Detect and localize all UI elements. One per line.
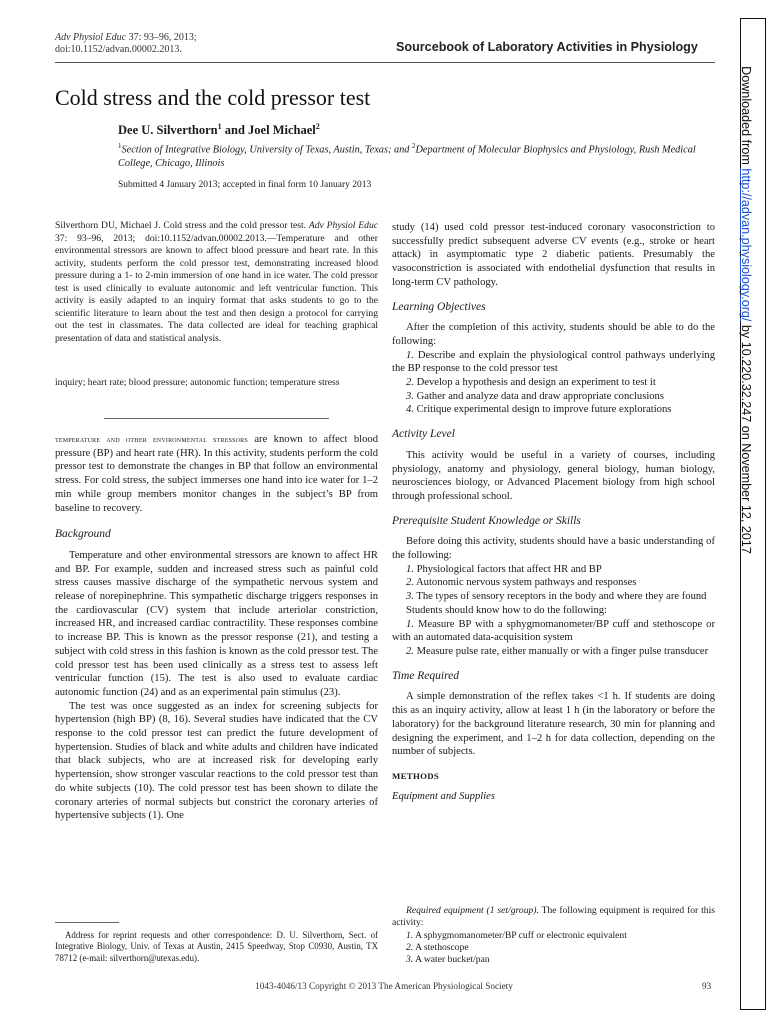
- abstract-authors: Silverthorn DU, Michael J.: [55, 220, 161, 231]
- required-label: Required equipment (1 set/group).: [406, 905, 539, 916]
- time-required-text: A simple demonstration of the reflex takes <1 h. If students are doing this as an inquiry activity, allow at least 1 h (in the laboratory or before the laboratory) for the background literature research, 30 min for planning and designing the experiment, and 1–2 h for data collection, depending on the number of subjects.: [392, 691, 715, 758]
- list-item: 1. Physiological factors that affect HR and BP: [406, 563, 602, 575]
- banner-suffix: by 10.220.32.247 on November 12, 2017: [739, 321, 753, 554]
- affiliations: [118, 139, 716, 171]
- activity-level-text: This activity would be useful in a variety of courses, including physiology, anatomy and physiology, general biology, human biology, neurosciences biology, or Advanced Placement biology from high school through professional school.: [392, 449, 715, 502]
- submission-dates: Submitted 4 January 2013; accepted in final form 10 January 2013: [118, 180, 372, 190]
- required-text: The following equipment is required for this activity:: [392, 905, 715, 929]
- author-1: Dee U. Silverthorn: [118, 123, 218, 138]
- list-item: 2. Develop a hypothesis and design an experiment to test it: [406, 377, 656, 389]
- sourcebook-label: Sourcebook of Laboratory Activities in Physiology: [396, 40, 698, 54]
- article-title: Cold stress and the cold pressor test: [55, 85, 371, 110]
- abstract-body: Temperature and other environmental stressors are known to affect blood pressure and heart rate. In this activity, students perform the cold pressor test, demonstrating increased blood pressure during a 1- to 2-min immersion of one hand in ice water. The cold pressor test is used clinically to evaluate autonomic and left ventricular function. This activity is easily adapted to an inquiry format that asks students to go to the scientific literature to learn about the test and then design a protocol for carrying out the test in classmates. The data collected are ideal for teaching graphical presentation of data and statistical analysis.: [55, 232, 378, 344]
- list-item: 1. A sphygmomanometer/BP cuff or electronic equivalent: [406, 929, 627, 941]
- background-paragraph-2: The test was once suggested as an index for screening subjects for hypertension (high BP) (8, 16). Several studies have indicated that the CV response to the cold pressor test can predict the future development of hypertension. Studies of black and white adults and children have indicated that black subjects, who are at increased risk for developing early hypertension, show stronger vascular reactions to the cold pressor test than do white subjects (10). The cold pressor test has been shown to dilate the coronary arteries of normal subjects but constrict the coronary arteries of hypertensive subjects (1). One: [55, 700, 378, 822]
- download-link[interactable]: http://advan.physiology.org/: [739, 168, 753, 322]
- prerequisite-intro: Before doing this activity, students should have a basic understanding of the following:: [392, 536, 715, 562]
- banner-prefix: Downloaded from: [739, 66, 753, 169]
- intro-lead: temperature and other environmental stressors: [55, 435, 248, 444]
- list-item: 2. Measure pulse rate, either manually or with a finger pulse transducer: [406, 645, 709, 657]
- methods-heading: METHODS: [392, 770, 440, 781]
- time-required-heading: Time Required: [392, 669, 459, 682]
- keywords: inquiry; heart rate; blood pressure; autonomic function; temperature stress: [55, 377, 340, 388]
- abstract: [55, 220, 378, 345]
- equipment-heading: Equipment and Supplies: [392, 790, 495, 802]
- affil-2: Department of Molecular Biophysics and Physiology, Rush Medical College, Chicago, Illinois: [118, 144, 696, 170]
- list-item: 2. Autonomic nervous system pathways and responses: [406, 577, 637, 589]
- learning-objectives-heading: Learning Objectives: [392, 300, 486, 313]
- background-paragraph-1: Temperature and other environmental stressors are known to affect HR and BP. For example, sudden and increased stress such as painful cold stress causes massive discharge of the sympathetic nervous system and release of norepinephrine. This sympathetic discharge triggers responses in the cardiovascular (CV) system that include arteriolar constriction, increased HR, and increased cardiac contractility. These responses combine to increase BP. This is known as the pressor response (21), and testing a subject with cold stress in this fashion is known as the cold pressor test. The cold pressor test has been used clinically as a stress test to assess left ventricular function (15). The test is also used to evaluate cardiac autonomic function (24) and as an experimental pain stimulus (23).: [55, 549, 378, 698]
- skills-intro: Students should know how to do the following:: [406, 604, 607, 616]
- prerequisite-list: [392, 563, 715, 659]
- background-heading: Background: [55, 528, 111, 541]
- footnote-divider: [55, 922, 119, 923]
- copyright-line: 1043-4046/13 Copyright © 2013 The American Physiological Society: [255, 981, 513, 991]
- abstract-divider: [104, 418, 329, 419]
- affil-1: Section of Integrative Biology, University of Texas, Austin, Texas; and: [121, 144, 412, 156]
- author-1-sup: 1: [217, 122, 222, 131]
- affil-sup-1: 1: [118, 142, 122, 150]
- journal-citation: 37: 93–96, 2013;: [128, 32, 197, 43]
- affil-sup-2: 2: [411, 142, 416, 150]
- right-column: [392, 221, 715, 810]
- author-2-sup: 2: [315, 122, 320, 131]
- journal-reference: [55, 32, 197, 56]
- intro-text: are known to affect blood pressure (BP) and heart rate (HR). In this activity, students perform the cold pressor test to demonstrate the changes in BP that follow an environmental stress. For cold stress, the subject immerses one hand into ice water for 1–2 min while group members monitor changes in the subject’s BP from baseline to recovery.: [55, 434, 379, 514]
- left-column: [55, 433, 378, 823]
- list-item: 3. A water bucket/pan: [406, 954, 490, 966]
- intro-paragraph: [55, 433, 378, 515]
- required-equipment: [392, 905, 715, 930]
- list-item: 3. Gather and analyze data and draw appropriate conclusions: [406, 390, 664, 402]
- doi-text[interactable]: doi:10.1152/advan.00002.2013.: [55, 44, 182, 55]
- header-divider: [55, 62, 715, 63]
- continued-paragraph: study (14) used cold pressor test-induced coronary vasoconstriction to successfully predict subsequent adverse CV events (e.g., stroke or heart attack) in asymptomatic type 2 diabetic patients. Presumably the vasoconstriction is associated with endothelial dysfunction that results in long-term CV pathology.: [392, 222, 715, 288]
- download-banner: [739, 66, 753, 554]
- list-item: 1. Describe and explain the physiological control pathways underlying the BP response to the cold pressor test: [392, 349, 715, 375]
- journal-name: Adv Physiol Educ: [55, 32, 127, 43]
- list-item: 2. A stethoscope: [406, 941, 469, 953]
- learning-objectives-list: [392, 349, 715, 418]
- list-item: 1. Measure BP with a sphygmomanometer/BP cuff and stethoscope or with an automated data-acquisition system: [392, 618, 715, 644]
- prerequisite-heading: Prerequisite Student Knowledge or Skills: [392, 514, 581, 527]
- author-and: and Joel Michael: [221, 123, 316, 138]
- abstract-citation: 37: 93–96, 2013; doi:10.1152/advan.00002.2013.—: [55, 232, 277, 244]
- abstract-journal: Adv Physiol Educ: [308, 220, 379, 231]
- list-item: 4. Critique experimental design to improve future explorations: [406, 404, 672, 416]
- page-number: 93: [702, 981, 712, 991]
- list-item: 3. The types of sensory receptors in the body and where they are found: [406, 591, 707, 603]
- author-line: [118, 122, 320, 138]
- activity-level-heading: Activity Level: [392, 428, 455, 441]
- learning-objectives-intro: After the completion of this activity, students should be able to do the following:: [392, 322, 715, 347]
- abstract-title: Cold stress and the cold pressor test.: [160, 220, 309, 231]
- equipment-list: [392, 905, 715, 966]
- correspondence-footnote: Address for reprint requests and other correspondence: D. U. Silverthorn, Sect. of Integrative Biology, Univ. of Texas at Austin, 2415 Speedway, Stop C0930, Austin, TX 78712 (e-mail: silverthorn@utexas.edu).: [55, 930, 378, 963]
